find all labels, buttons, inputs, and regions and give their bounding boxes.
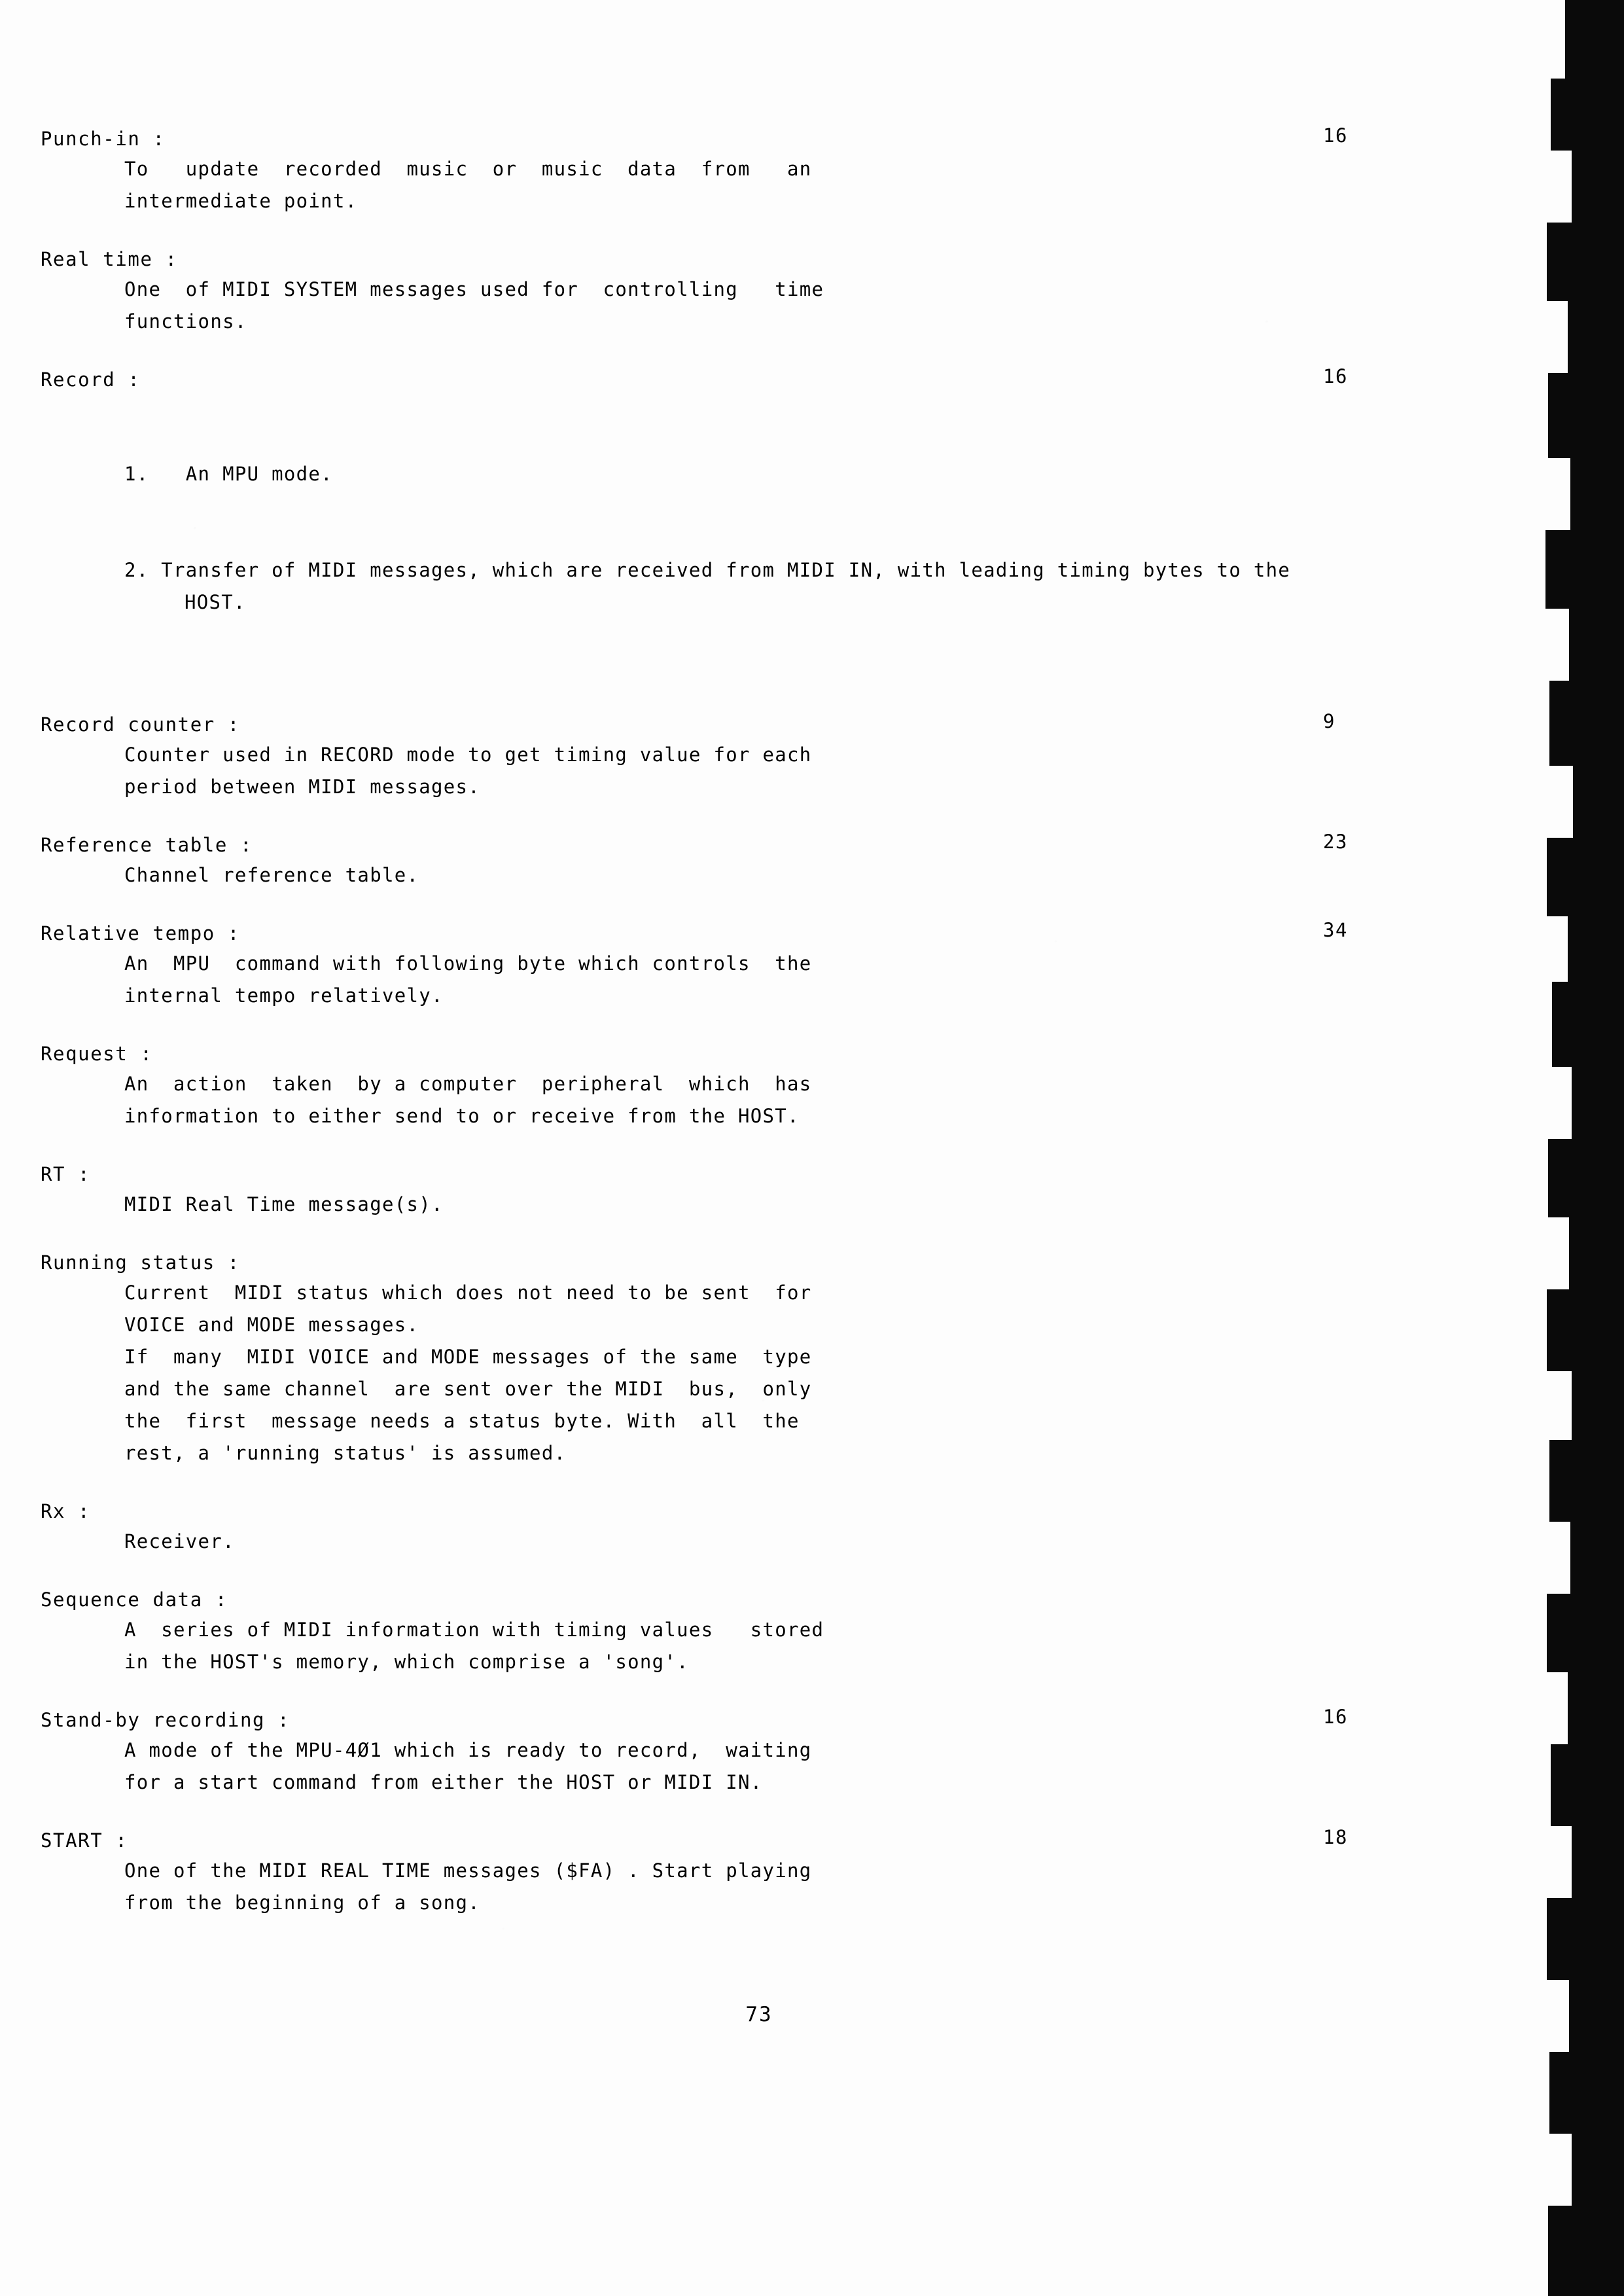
glossary-term: Stand-by recording : [41,1709,291,1731]
glossary-term: RT : [41,1163,91,1185]
glossary-definition-line: An action taken by a computer peripheral which has [124,1073,812,1095]
glossary-definition-line: An MPU command with following byte which controls the [124,952,812,975]
glossary-definition-line: in the HOST's memory, which comprise a 'song'. [124,1651,689,1673]
glossary-definition-line: the first message needs a status byte. With all the [124,1410,800,1432]
glossary-entry [41,245,1284,338]
glossary-entry [41,1706,1348,1799]
glossary-entry [41,831,1348,891]
glossary-definition-line: One of MIDI SYSTEM messages used for controlling time [124,278,824,300]
page-reference: 16 [1323,1706,1348,1728]
glossary-definition-line: Receiver. [124,1530,235,1552]
page-reference: 16 [1323,124,1348,147]
glossary-entry [41,1497,1284,1558]
glossary-definition-line: VOICE and MODE messages. [124,1314,419,1336]
glossary-term: Relative tempo : [41,922,240,944]
page-reference: 34 [1323,919,1348,941]
glossary-numbered-list [124,394,1291,683]
glossary-definition-line: A mode of the MPU-4Ø1 which is ready to record, waiting [124,1739,812,1761]
glossary-definition-line: internal tempo relatively. [124,984,444,1007]
page-reference: 9 [1323,710,1335,732]
glossary-entry [41,1160,1284,1221]
glossary-entry [41,1248,1284,1469]
glossary-entry [41,124,1348,217]
glossary-entry [41,365,1348,683]
page-folio: 73 [745,2003,773,2026]
glossary-term: Punch-in : [41,128,166,150]
page-reference: 23 [1323,831,1348,853]
glossary-definition-line: information to either send to or receive from the HOST. [124,1105,800,1127]
glossary-definition-line: intermediate point. [124,190,358,212]
glossary-term: Rx : [41,1500,91,1522]
glossary-entry [41,710,1335,803]
glossary-term: Record : [41,368,141,391]
glossary-definition-line: Counter used in RECORD mode to get timing value for each [124,744,812,766]
glossary-definition-line: If many MIDI VOICE and MODE messages of the same type [124,1346,812,1368]
glossary-list-item: 2. Transfer of MIDI messages, which are received from MIDI IN, with leading timing bytes to the HOST. [124,559,1291,613]
glossary-definition-line: rest, a 'running status' is assumed. [124,1442,567,1464]
glossary-definition-line: Channel reference table. [124,864,419,886]
glossary-definition-line: To update recorded music or music data from an [124,158,812,180]
glossary-term: Real time : [41,248,178,270]
glossary-definition-line: MIDI Real Time message(s). [124,1193,444,1215]
scan-edge-artifact [1519,0,1624,2296]
glossary-entry [41,1826,1348,1919]
glossary-term: START : [41,1829,128,1852]
glossary-term: Running status : [41,1251,240,1274]
glossary-entry [41,919,1348,1012]
glossary-entry [41,1585,1284,1678]
glossary-term: Sequence data : [41,1588,228,1611]
glossary-term: Reference table : [41,834,253,856]
glossary-definition-line: functions. [124,310,247,332]
glossary-definition-line: Current MIDI status which does not need to be sent for [124,1282,812,1304]
glossary-definition-line: One of the MIDI REAL TIME messages ($FA) . Start playing [124,1859,812,1882]
page-reference: 18 [1323,1826,1348,1848]
glossary-definition-line: for a start command from either the HOST or MIDI IN. [124,1771,763,1793]
glossary-body [41,124,1348,1946]
glossary-term: Record counter : [41,713,240,736]
glossary-definition-line: from the beginning of a song. [124,1892,481,1914]
glossary-definition-line: A series of MIDI information with timing values stored [124,1619,824,1641]
glossary-entry [41,1039,1284,1132]
glossary-definition-line: period between MIDI messages. [124,776,481,798]
page-reference: 16 [1323,365,1348,387]
glossary-list-item: 1. An MPU mode. [124,463,333,485]
glossary-definition-line: and the same channel are sent over the MIDI bus, only [124,1378,812,1400]
glossary-term: Request : [41,1043,153,1065]
